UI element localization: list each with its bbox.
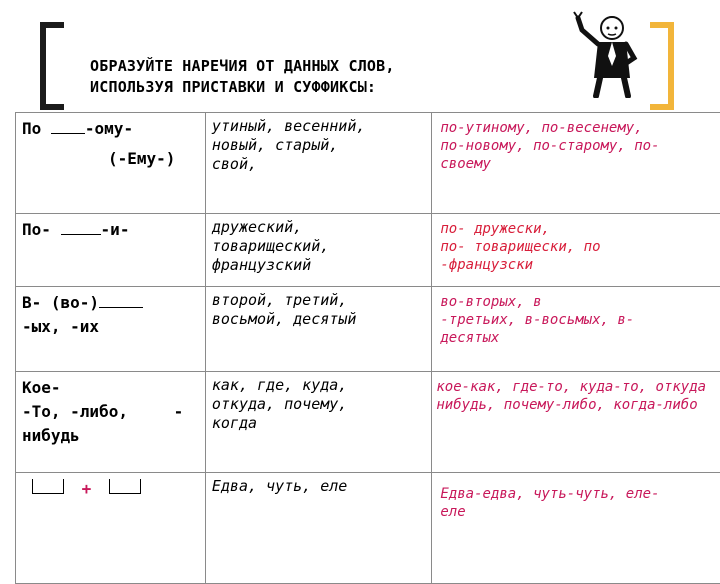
answer-line: Едва-едва, чуть-чуть, еле- — [440, 485, 720, 503]
answer-cell — [432, 214, 720, 286]
words-line: Едва, чуть, еле — [212, 477, 425, 496]
suffix-alt-text: (-Ему-) — [22, 147, 199, 171]
table-row — [16, 113, 720, 214]
words-line: новый, старый, — [212, 136, 425, 155]
words-line: товарищеский, — [212, 237, 425, 256]
prefix-text: Кое- — [22, 376, 199, 400]
words-line: откуда, почему, — [212, 395, 425, 414]
answer-line: по-новому, по-старому, по- — [440, 137, 720, 155]
words-line: когда — [212, 414, 425, 433]
title-line-1: ОБРАЗУЙТЕ НАРЕЧИЯ ОТ ДАННЫХ СЛОВ, — [90, 56, 650, 77]
words-cell — [206, 473, 431, 573]
words-line: французский — [212, 256, 425, 275]
blank-line — [61, 220, 101, 235]
words-line: как, где, куда, — [212, 376, 425, 395]
table-row — [16, 372, 720, 473]
prefix-text: По- — [22, 220, 51, 239]
words-cell — [206, 287, 431, 367]
words-line: свой, — [212, 155, 425, 174]
answer-line: еле — [440, 503, 720, 521]
blank-line — [51, 119, 85, 134]
words-cell — [206, 214, 431, 282]
answer-line: -французски — [440, 256, 720, 274]
words-line: дружеский, — [212, 218, 425, 237]
words-line: второй, третий, — [212, 291, 425, 310]
thinking-man-illustration — [568, 8, 650, 98]
words-cell — [206, 372, 431, 468]
answer-line: своему — [440, 155, 720, 173]
answer-cell — [432, 473, 720, 583]
blank-line — [99, 293, 143, 308]
answer-line: во-вторых, в — [440, 293, 720, 311]
answer-line: кое-как, где-то, куда-то, откуда — [436, 378, 720, 396]
answer-cell — [432, 113, 720, 213]
table-row — [16, 473, 720, 584]
adverbs-table — [15, 112, 720, 584]
suffix-text: -То, -либо, — [22, 402, 128, 421]
answer-line: по- товарищески, по — [440, 238, 720, 256]
right-bracket-decoration — [650, 22, 674, 110]
title-line-2: ИСПОЛЬЗУЯ ПРИСТАВКИ И СУФФИКСЫ: — [90, 77, 650, 98]
answer-cell — [432, 372, 720, 472]
answer-line: десятых — [440, 329, 720, 347]
rule-cell — [16, 372, 205, 468]
suffix-text: -и- — [101, 220, 130, 239]
answer-line: по- дружески, — [440, 220, 720, 238]
table-row — [16, 287, 720, 372]
words-line: восьмой, десятый — [212, 310, 425, 329]
left-bracket-decoration — [40, 22, 64, 110]
answer-line: нибудь, почему-либо, когда-либо — [436, 396, 720, 414]
suffix-text: -ых, -их — [22, 315, 199, 339]
prefix-text: По — [22, 119, 41, 138]
answer-cell — [432, 287, 720, 371]
page-title — [90, 56, 650, 98]
suffix-text-2: нибудь — [22, 424, 199, 448]
words-line: утиный, весенний, — [212, 117, 425, 136]
blank-box — [32, 479, 64, 494]
plus-sign: + — [82, 477, 92, 501]
suffix-text: -ому- — [85, 119, 133, 138]
rule-cell — [16, 287, 205, 367]
answer-line: -третьих, в-восьмых, в- — [440, 311, 720, 329]
dash-text: - — [174, 402, 184, 421]
table-row — [16, 214, 720, 287]
rule-cell — [16, 214, 205, 282]
rule-cell — [16, 473, 205, 573]
answer-line: по-утиному, по-весенему, — [440, 119, 720, 137]
prefix-text: В- (во-) — [22, 293, 99, 312]
words-cell — [206, 113, 431, 209]
rule-cell — [16, 113, 205, 209]
blank-box — [109, 479, 141, 494]
